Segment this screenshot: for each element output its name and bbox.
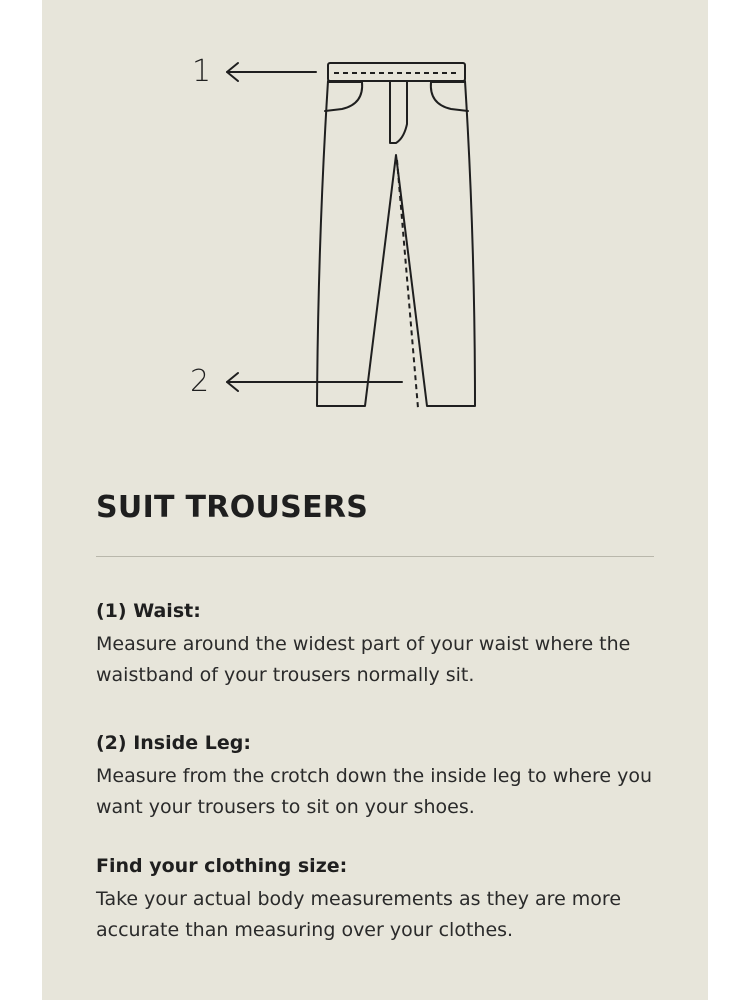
section-find-size [96,852,666,946]
section-text: Measure from the crotch down the inside leg to where you want your trousers to sit on your shoes. [96,765,653,818]
right-pocket [431,82,468,111]
fly [390,81,407,143]
marker-waist: 1 [192,54,212,89]
section-text: Measure around the widest part of your waist where the waistband of your trousers normally sit. [96,633,631,686]
page-title: SUIT TROUSERS [96,490,369,525]
section-inside-leg [96,729,666,823]
trousers-diagram [42,0,708,440]
section-text: Take your actual body measurements as they are more accurate than measuring over your clothes. [96,888,622,941]
section-waist [96,597,666,691]
trousers-outline [317,81,475,406]
section-heading: (1) Waist: [96,600,201,622]
size-guide-panel [42,0,708,1000]
marker-inside-leg: 2 [190,364,210,399]
inside-leg-measure-line [397,160,418,408]
section-heading: Find your clothing size: [96,855,348,877]
left-pocket [325,82,362,111]
trousers-icon [42,0,708,440]
section-heading: (2) Inside Leg: [96,732,251,754]
divider [96,556,654,557]
